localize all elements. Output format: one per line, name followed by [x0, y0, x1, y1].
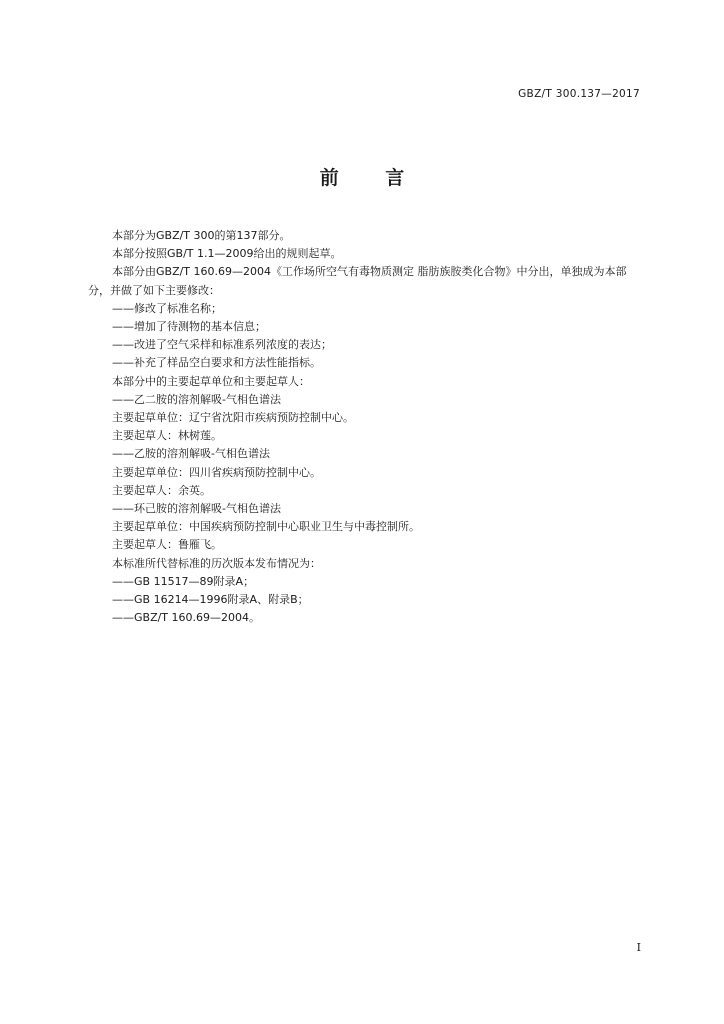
- page-number: I: [636, 941, 641, 954]
- list-item: ——增加了待测物的基本信息；: [112, 320, 266, 334]
- paragraph: 本部分为GBZ/T 300的第137部分。: [112, 229, 291, 242]
- paragraph: 主要起草人：余英。: [112, 483, 211, 497]
- list-item: ——修改了标准名称；: [112, 301, 222, 315]
- list-item: ——补充了样品空白要求和方法性能指标。: [112, 356, 321, 370]
- paragraph: 主要起草单位：四川省疾病预防控制中心。: [112, 465, 321, 479]
- paragraph: 主要起草人：鲁雁飞。: [112, 538, 222, 552]
- list-item: ——乙胺的溶剂解吸-气相色谱法: [112, 447, 270, 461]
- list-item: ——GB 16214—1996附录A、附录B；: [112, 593, 309, 607]
- paragraph: 本部分中的主要起草单位和主要起草人：: [112, 374, 310, 388]
- list-item: ——GB 11517—89附录A；: [112, 574, 255, 588]
- list-item: ——改进了空气采样和标准系列浓度的表达；: [112, 338, 332, 352]
- list-item: ——GBZ/T 160.69—2004。: [112, 611, 261, 625]
- list-item: ——环己胺的溶剂解吸-气相色谱法: [112, 502, 281, 516]
- paragraph: 本标准所代替标准的历次版本发布情况为：: [112, 556, 321, 570]
- paragraph: 本部分按照GB/T 1.1—2009给出的规则起草。: [112, 247, 342, 261]
- page-title: 前 言: [319, 167, 425, 189]
- preface-body: [88, 227, 640, 627]
- paragraph: 主要起草人：林树莲。: [112, 429, 222, 443]
- standard-code: GBZ/T 300.137—2017: [518, 88, 640, 100]
- list-item: ——乙二胺的溶剂解吸-气相色谱法: [112, 392, 281, 406]
- paragraph: 本部分由GBZ/T 160.69—2004《工作场所空气有毒物质测定 脂肪族胺类化合物》中分出，单独成为本部分，并做了如下主要修改：: [88, 265, 627, 297]
- paragraph: 主要起草单位：辽宁省沈阳市疾病预防控制中心。: [112, 411, 354, 425]
- paragraph: 主要起草单位：中国疾病预防控制中心职业卫生与中毒控制所。: [112, 520, 420, 534]
